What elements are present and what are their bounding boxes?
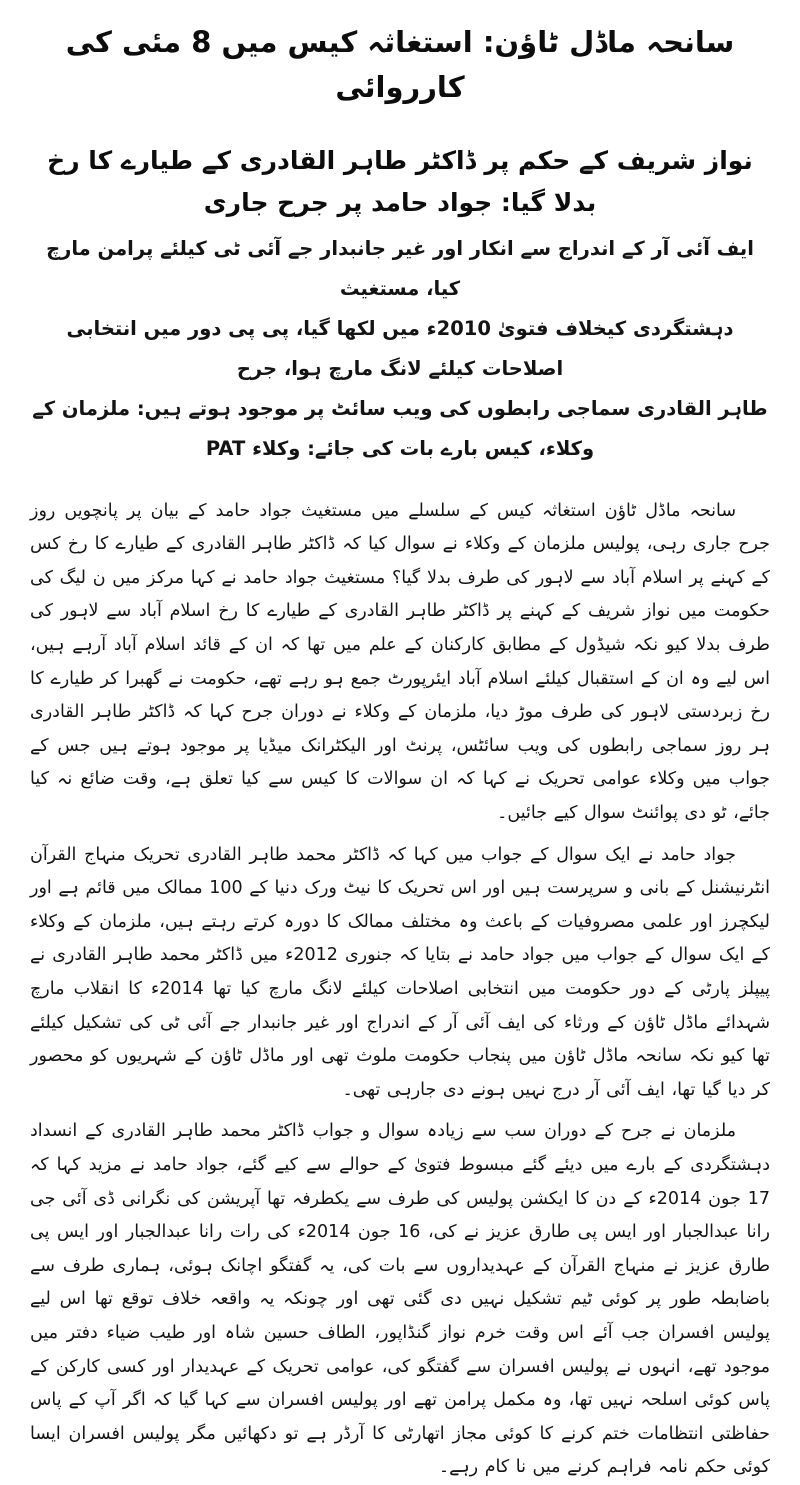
article-headline: نواز شریف کے حکم پر ڈاکٹر طاہر القادری کے طیارے کا رخ بدلا گیا: جواد حامد پر جرح جاری xyxy=(47,145,753,218)
body-paragraph-3: ملزمان نے جرح کے دوران سب سے زیادہ سوال و جواب ڈاکٹر محمد طاہر القادری کے انسداد دہشتگردی کے بارے میں دیئے گئے مبسوط فتویٰ کے حوالے سے کیے گئے، جواد حامد نے مزید کہا کہ 17 جون 2014ء کے دن کا ایکشن پولیس کی طرف سے یکطرفہ تھا آپریشن کی نگرانی ڈی آئی جی رانا عبدالجبار اور ایس پی طارق عزیز نے کی، 16 جون 2014ء کی رات رانا عبدالجبار اور ایس پی طارق عزیز نے منہاج القرآن کے عہدیداروں سے بات کی، یہ گفتگو اچانک ہوئی، ہماری طرف سے باضابطہ طور پر کوئی ٹیم تشکیل نہیں دی گئی تھی اور چونکہ یہ واقعہ خلاف توقع تھا اس لیے پولیس افسران جب آئے اس وقت خرم نواز گنڈاپور، الطاف حسین شاہ اور طیب ضیاء دفتر میں موجود تھے، انہوں نے پولیس افسران سے گفتگو کی، عوامی تحریک کے عہدیدار اور کسی کارکن کے پاس کوئی اسلحہ نہیں تھا، وہ مکمل پرامن تھے اور پولیس افسران سے کہا گیا کہ اگر آپ کے پاس حفاظتی انتظامات ختم کرنے کا کوئی مجاز اتھارٹی کا آرڈر ہے تو دکھائیں مگر پولیس افسران ایسا کوئی حکم نامہ فراہم کرنے میں نا کام رہے۔ xyxy=(30,1121,770,1478)
article-body xyxy=(30,495,770,1485)
body-paragraph-1: سانحہ ماڈل ٹاؤن استغاثہ کیس کے سلسلے میں مستغیث جواد حامد کے بیان پر پانچویں روز جرح جاری رہی، پولیس ملزمان کے وکلاء نے سوال کیا کہ ڈاکٹر طاہر القادری کے طیارے کا رخ کس کے کہنے پر اسلام آباد سے لاہور کی طرف بدلا گیا؟ مستغیث جواد حامد نے کہا مرکز میں ن لیگ کی حکومت میں نواز شریف کے کہنے پر ڈاکٹر طاہر القادری کے طیارے کا رخ اسلام آباد سے لاہور کی طرف بدلا کیو نکہ شیڈول کے مطابق کارکنان کے علم میں تھا کہ ان کے قائد اسلام آباد آرہے ہیں، اس لیے وہ ان کے استقبال کیلئے اسلام آباد ایئرپورٹ جمع ہو رہے تھے، حکومت نے گھبرا کر طیارے کا رخ زبردستی لاہور کی طرف موڑ دیا، ملزمان کے وکلاء نے دوران جرح کہا کہ ڈاکٹر طاہر القادری ہر روز سماجی رابطوں کی ویب سائٹس، پرنٹ اور الیکٹرانک میڈیا پر موجود ہوتے ہیں جس کے جواب میں وکلاء عوامی تحریک نے کہا کہ ان سوالات کا کیس سے کیا تعلق ہے، وقت ضائع نہ کیا جائے، ٹو دی پوائنٹ سوال کیے جائیں۔ xyxy=(30,500,770,824)
subheadline-line-2: دہشتگردی کیخلاف فتویٰ 2010ء میں لکھا گیا، پی پی دور میں انتخابی اصلاحات کیلئے لانگ مارچ ہوا، جرح xyxy=(66,316,734,380)
subheadline-line-1: ایف آئی آر کے اندراج سے انکار اور غیر جانبدار جے آئی ٹی کیلئے پرامن مارچ کیا، مستغیث xyxy=(46,236,754,300)
subheadline-block xyxy=(30,229,770,469)
article-title: سانحہ ماڈل ٹاؤن: استغاثہ کیس میں 8 مئی کی کارروائی xyxy=(65,25,735,104)
body-paragraph-2: جواد حامد نے ایک سوال کے جواب میں کہا کہ ڈاکٹر محمد طاہر القادری تحریک منہاج القرآن انٹرنیشنل کے بانی و سرپرست ہیں اور اس تحریک کا نیٹ ورک دنیا کے 100 ممالک میں قائم ہے اور لیکچرز اور علمی مصروفیات کے باعث وہ مختلف ممالک کا دورہ کرتے رہتے ہیں، ملزمان کے وکلاء کے ایک سوال کے جواب میں جواد حامد نے بتایا کہ جنوری 2012ء میں ڈاکٹر محمد طاہر القادری نے پیپلز پارٹی کے دور حکومت میں انتخابی اصلاحات کیلئے لانگ مارچ کیا تھا 2014ء کا انقلاب مارچ شہدائے ماڈل ٹاؤن کے ورثاء کی ایف آئی آر کے اندراج اور غیر جانبدار جے آئی ٹی کی تشکیل کیلئے تھا کیو نکہ سانحہ ماڈل ٹاؤن میں پنجاب حکومت ملوث تھی اور ماڈل ٹاؤن کے شہریوں کو محصور کر دیا گیا تھا، ایف آئی آر درج نہیں ہونے دی جارہی تھی۔ xyxy=(30,844,770,1100)
subheadline-line-3: طاہر القادری سماجی رابطوں کی ویب سائٹ پر موجود ہوتے ہیں: ملزمان کے وکلاء، کیس بارے بات کی جائے: وکلاء PAT xyxy=(32,396,768,460)
